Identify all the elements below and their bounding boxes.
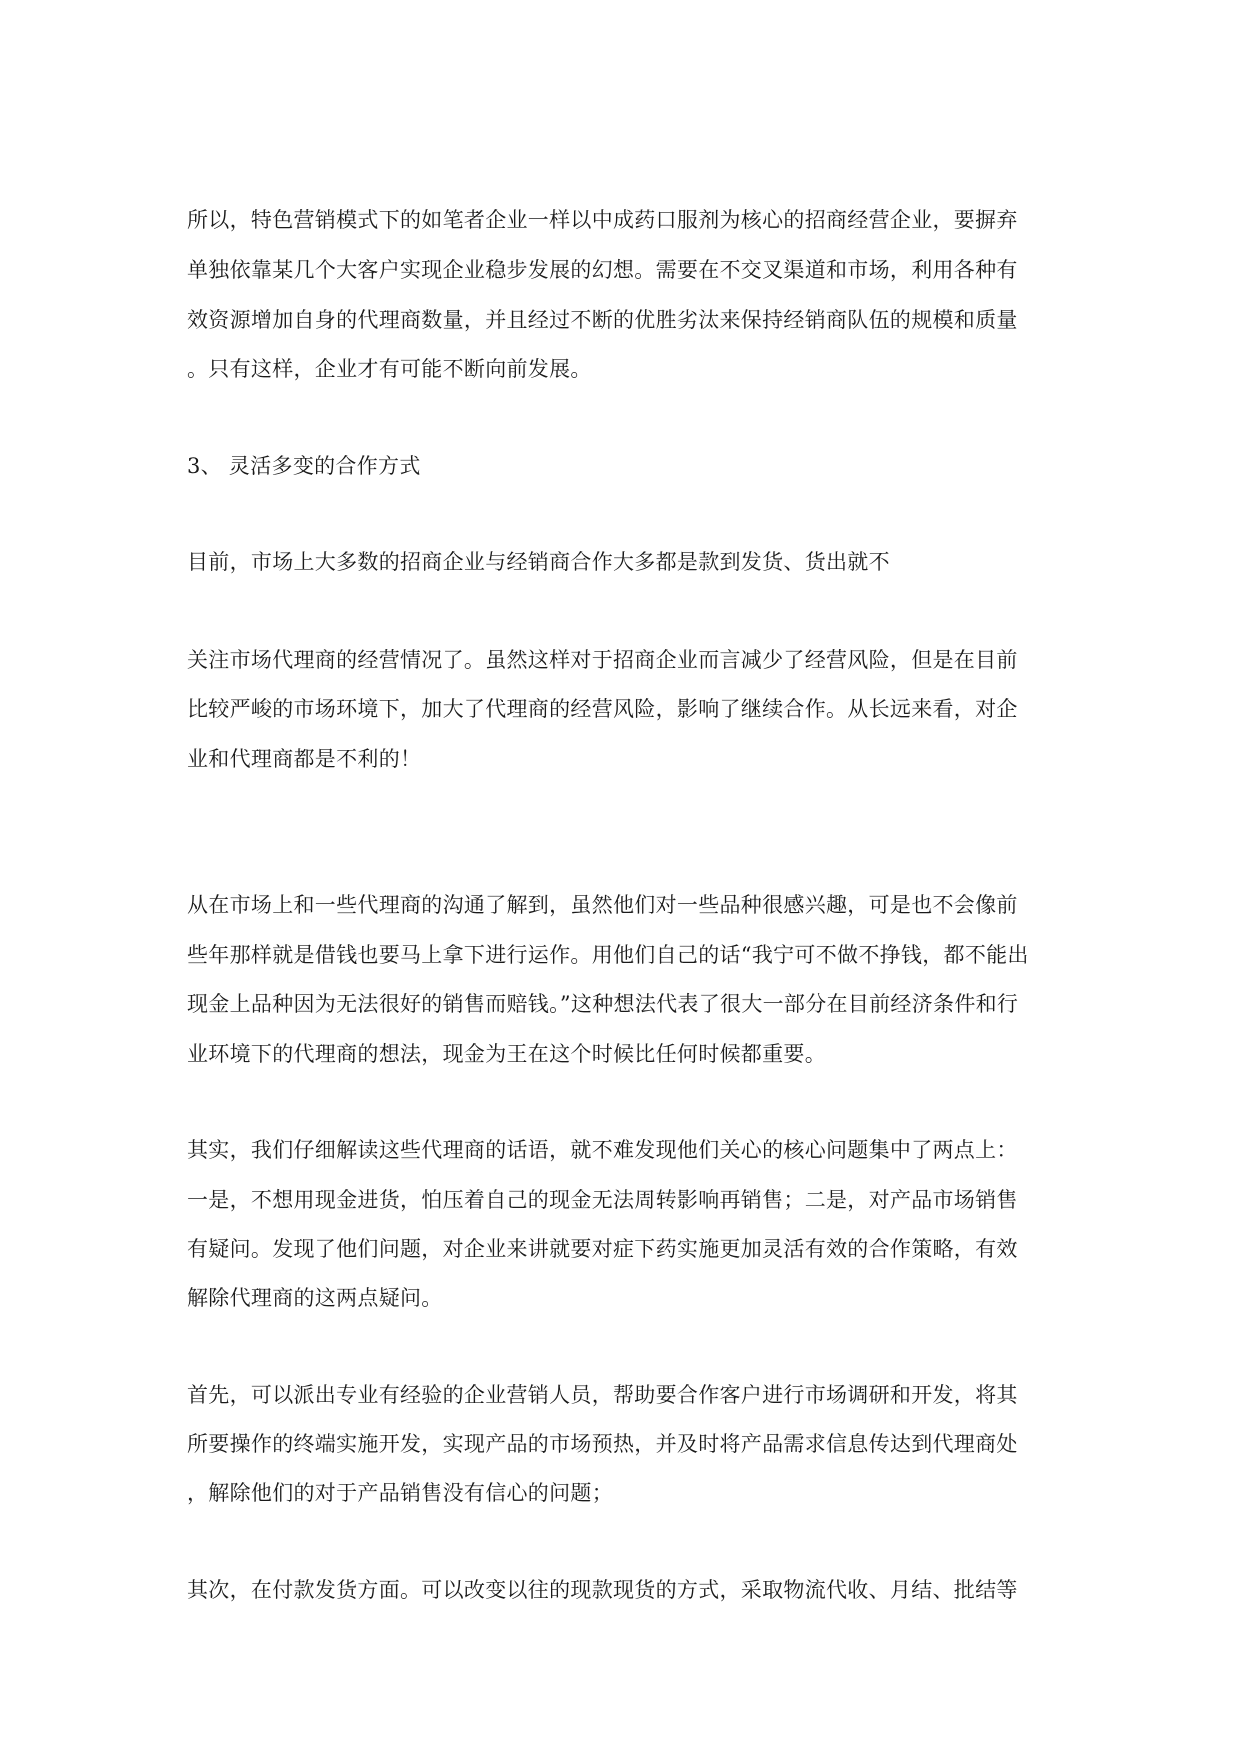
text-line: 效资源增加自身的代理商数量，并且经过不断的优胜劣汰来保持经销商队伍的规模和质量: [187, 308, 1018, 332]
text-line: 解除代理商的这两点疑问。: [187, 1286, 443, 1310]
text-line: 首先，可以派出专业有经验的企业营销人员，帮助要合作客户进行市场调研和开发，将其: [187, 1383, 1018, 1407]
text-line: 从在市场上和一些代理商的沟通了解到，虽然他们对一些品种很感兴趣，可是也不会像前: [187, 893, 1018, 917]
text-line: 些年那样就是借钱也要马上拿下进行运作。用他们自己的话“我宁可不做不挣钱，都不能出: [187, 943, 1029, 967]
text-line: 所以，特色营销模式下的如笔者企业一样以中成药口服剂为核心的招商经营企业，要摒弃: [187, 208, 1018, 232]
text-line: 现金上品种因为无法很好的销售而赔钱。”这种想法代表了很大一部分在目前经济条件和行: [187, 992, 1019, 1016]
text-line: 。只有这样，企业才有可能不断向前发展。: [187, 357, 592, 381]
text-line: ，解除他们的对于产品销售没有信心的问题；: [187, 1481, 613, 1505]
section-heading: 3、 灵活多变的合作方式: [187, 454, 421, 478]
text-line: 目前，市场上大多数的招商企业与经销商合作大多都是款到发货、货出就不: [187, 550, 890, 574]
text-line: 其实，我们仔细解读这些代理商的话语，就不难发现他们关心的核心问题集中了两点上：: [187, 1138, 1018, 1162]
text-line: 关注市场代理商的经营情况了。虽然这样对于招商企业而言减少了经营风险，但是在目前: [187, 648, 1018, 672]
text-line: 其次，在付款发货方面。可以改变以往的现款现货的方式，采取物流代收、月结、批结等: [187, 1578, 1018, 1602]
text-line: 单独依靠某几个大客户实现企业稳步发展的幻想。需要在不交叉渠道和市场，利用各种有: [187, 258, 1018, 282]
text-line: 一是，不想用现金进货，怕压着自己的现金无法周转影响再销售；二是，对产品市场销售: [187, 1188, 1018, 1212]
text-line: 比较严峻的市场环境下，加大了代理商的经营风险，影响了继续合作。从长远来看，对企: [187, 697, 1018, 721]
text-line: 有疑问。发现了他们问题，对企业来讲就要对症下药实施更加灵活有效的合作策略，有效: [187, 1237, 1018, 1261]
text-line: 所要操作的终端实施开发，实现产品的市场预热，并及时将产品需求信息传达到代理商处: [187, 1432, 1018, 1456]
text-line: 业环境下的代理商的想法，现金为王在这个时候比任何时候都重要。: [187, 1042, 826, 1066]
text-line: 业和代理商都是不利的！: [187, 747, 422, 771]
